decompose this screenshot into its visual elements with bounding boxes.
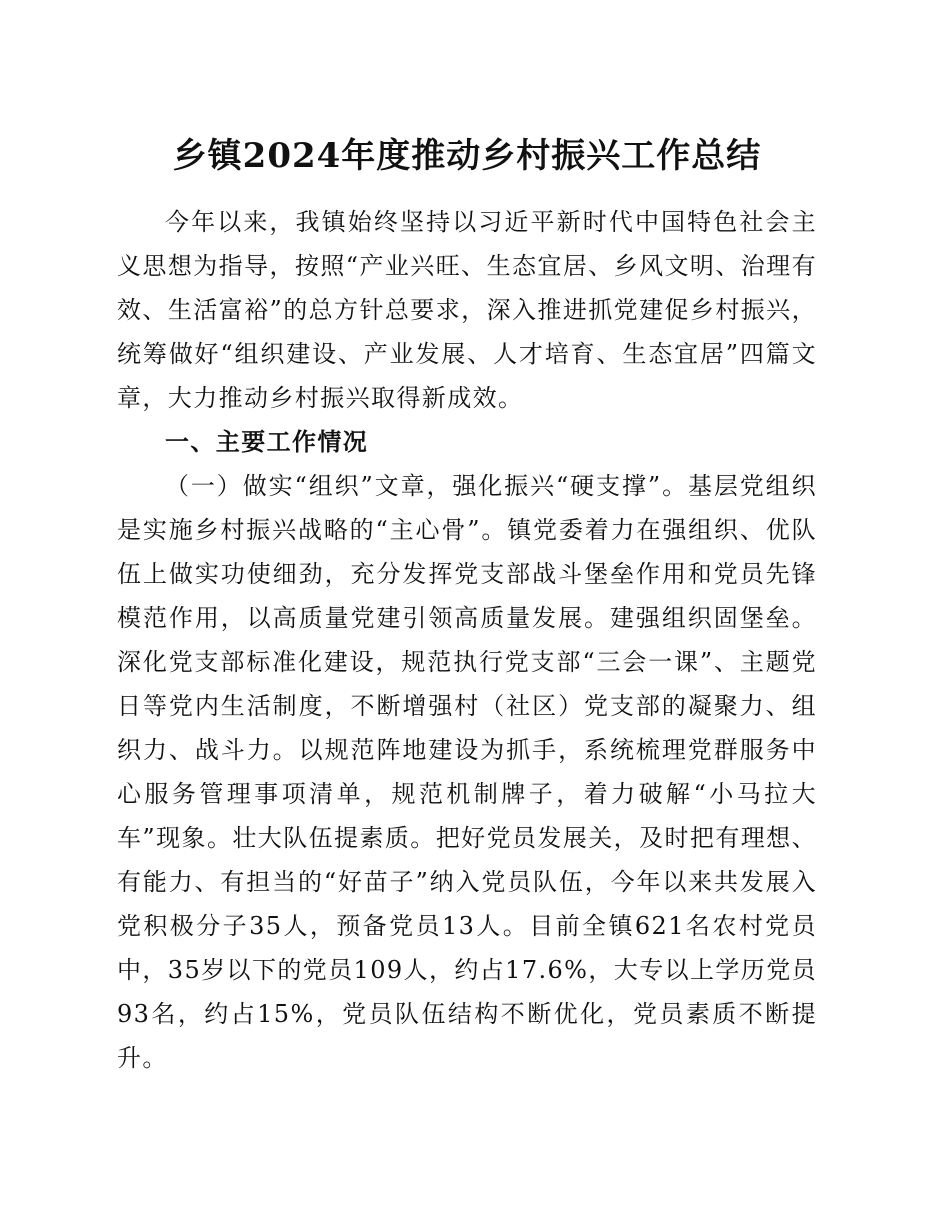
section-heading: 一、主要工作情况	[165, 428, 369, 456]
section-paragraph: （一）做实“组织”文章，强化振兴“硬支撑”。基层党组织是实施乡村振兴战略的“主心骨”。镇党委着力在强组织、优队伍上做实功使细劲，充分发挥党支部战斗堡垒作用和党员先锋模范作用，以高质量党建引领高质量发展。建强组织固堡垒。深化党支部标准化建设，规范执行党支部“三会一课”、主题党日等党内生活制度，不断增强村（社区）党支部的凝聚力、组织力、战斗力。以规范阵地建设为抓手，系统梳理党群服务中心服务管理事项清单，规范机制牌子，着力破解“小马拉大车”现象。壮大队伍提素质。把好党员发展关，及时把有理想、有能力、有担当的“好苗子”纳入党员队伍，今年以来共发展入党积极分子35人，预备党员13人。目前全镇621名农村党员中，35岁以下的党员109人，约占17.6%，大专以上学历党员93名，约占15%，党员队伍结构不断优化，党员素质不断提升。	[117, 472, 817, 1072]
document-title: 乡镇2024年度推动乡村振兴工作总结	[172, 136, 762, 176]
document-page	[117, 130, 817, 1080]
intro-paragraph: 今年以来，我镇始终坚持以习近平新时代中国特色社会主义思想为指导，按照“产业兴旺、生态宜居、乡风文明、治理有效、生活富裕”的总方针总要求，深入推进抓党建促乡村振兴，统筹做好“组织建设、产业发展、人才培育、生态宜居”四篇文章，大力推动乡村振兴取得新成效。	[117, 208, 817, 412]
